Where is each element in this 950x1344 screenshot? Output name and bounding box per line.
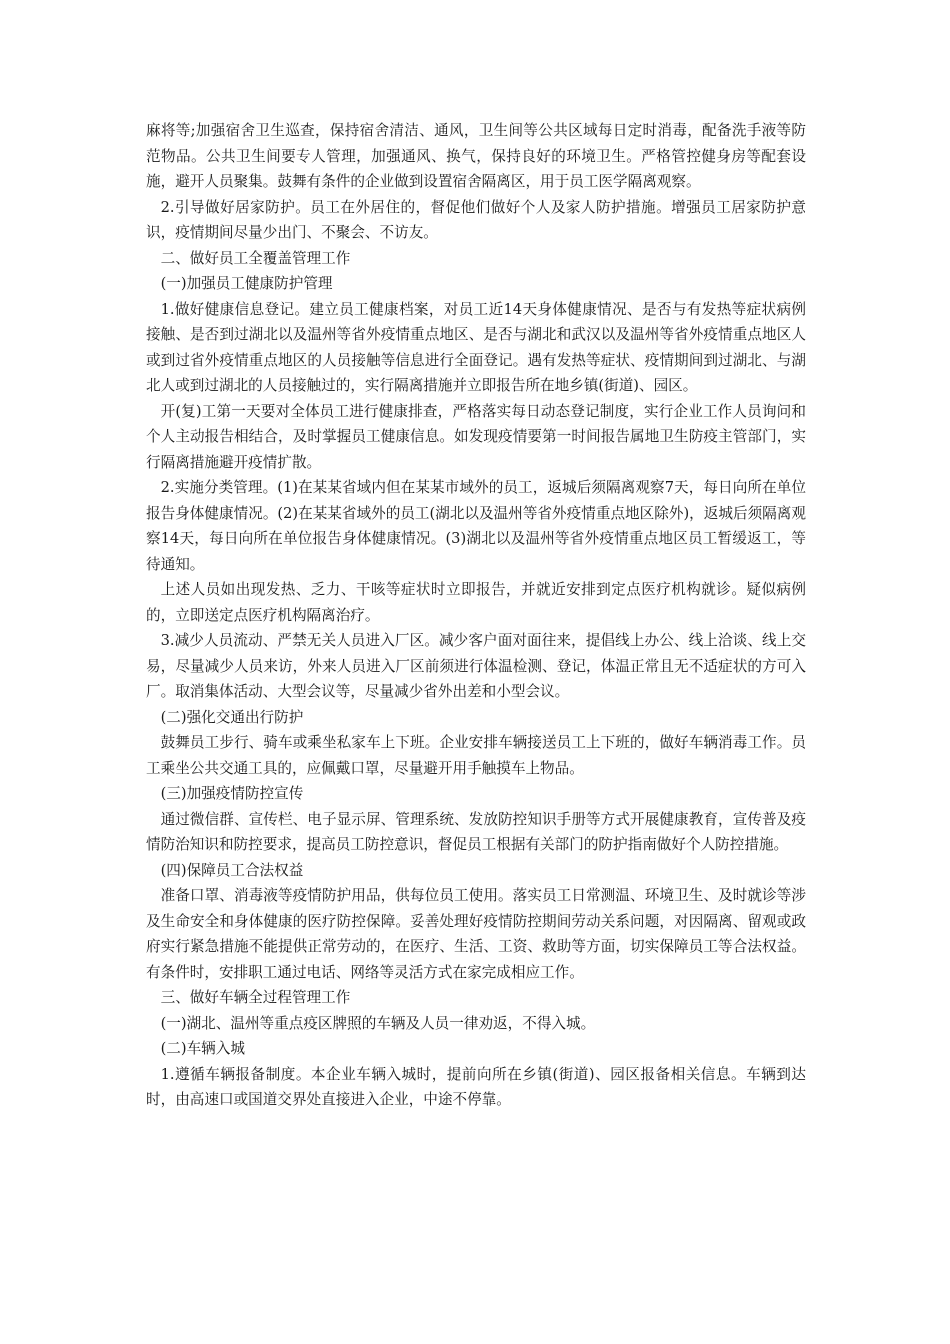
subsection-heading-vehicle-entry: (二)车辆入城 [160,1040,245,1057]
document-body [146,118,806,1113]
paragraph-dorm-hygiene: 麻将等;加强宿舍卫生巡查，保持宿舍清洁、通风，卫生间等公共区域每日定时消毒，配备洗手液等防范物品。公共卫生间要专人管理，加强通风、换气，保持良好的环境卫生。严格管控健身房等配套设施，避开人员聚集。鼓舞有条件的企业做到设置宿舍隔离区，用于员工医学隔离观察。 [146,122,806,190]
paragraph-reduce-mobility: 3.减少人员流动、严禁无关人员进入厂区。减少客户面对面往来，提倡线上办公、线上洽谈、线上交易，尽量减少人员来访，外来人员进入厂区前须进行体温检测、登记，体温正常且无不适症状的方可入厂。取消集体活动、大型会议等，尽量减少省外出差和小型会议。 [146,632,806,700]
subsection-heading-epidemic-area-vehicles: (一)湖北、温州等重点疫区牌照的车辆及人员一律劝返，不得入城。 [160,1014,596,1032]
subsection-heading-transport: (二)强化交通出行防护 [160,708,304,726]
paragraph-protective-supplies: 准备口罩、消毒液等疫情防护用品，供每位员工使用。落实员工日常测温、环境卫生、及时就诊等涉及生命安全和身体健康的医疗防控保障。妥善处理好疫情防控期间劳动关系问题，对因隔离、留观或政府实行紧急措施不能提供正常劳动的，在医疗、生活、工资、救助等方面，切实保障员工等合法权益。有条件时，安排职工通过电话、网络等灵活方式在家完成相应工作。 [146,887,806,981]
paragraph-symptom-reporting: 上述人员如出现发热、乏力、干咳等症状时立即报告，并就近安排到定点医疗机构就诊。疑似病例的，立即送定点医疗机构隔离治疗。 [146,581,806,624]
subsection-heading-health-protection: (一)加强员工健康防护管理 [160,275,333,292]
paragraph-vehicle-registration: 1.遵循车辆报备制度。本企业车辆入城时，提前向所在乡镇(街道)、园区报备相关信息。车辆到达时，由高速口或国道交界处直接进入企业，中途不停靠。 [146,1065,806,1108]
section-heading-employee-management: 二、做好员工全覆盖管理工作 [160,249,351,267]
paragraph-health-education: 通过微信群、宣传栏、电子显示屏、管理系统、发放防控知识手册等方式开展健康教育，宣传普及疫情防治知识和防控要求，提高员工防控意识，督促员工根据有关部门的防护指南做好个人防控措施。 [146,810,806,853]
paragraph-health-registration: 1.做好健康信息登记。建立员工健康档案，对员工近14天身体健康情况、是否与有发热等症状病例接触、是否到过湖北以及温州等省外疫情重点地区、是否与湖北和武汉以及温州等省外疫情重点地区人或到过省外疫情重点地区的人员接触等信息进行全面登记。遇有发热等症状、疫情期间到过湖北、与湖北人或到过湖北的人员接触过的，实行隔离措施并立即报告所在地乡镇(街道)、园区。 [146,300,806,394]
section-heading-vehicle-management: 三、做好车辆全过程管理工作 [160,989,351,1006]
paragraph-home-protection: 2.引导做好居家防护。员工在外居住的，督促他们做好个人及家人防护措施。增强员工居家防护意识，疫情期间尽量少出门、不聚会、不访友。 [146,198,806,241]
paragraph-first-day-screening: 开(复)工第一天要对全体员工进行健康排查，严格落实每日动态登记制度，实行企业工作人员询问和个人主动报告相结合，及时掌握员工健康信息。如发现疫情要第一时间报告属地卫生防疫主管部门，实行隔离措施避开疫情扩散。 [146,402,806,471]
paragraph-commute: 鼓舞员工步行、骑车或乘坐私家车上下班。企业安排车辆接送员工上下班的，做好车辆消毒工作。员工乘坐公共交通工具的，应佩戴口罩，尽量避开用手触摸车上物品。 [146,734,806,777]
paragraph-classified-management: 2.实施分类管理。(1)在某某省域内但在某某市域外的员工，返城后须隔离观察7天，每日向所在单位报告身体健康情况。(2)在某某省域外的员工(湖北以及温州等省外疫情重点地区除外)，返城后须隔离观察14天，每日向所在单位报告身体健康情况。(3)湖北以及温州等省外疫情重点地区员工暂缓返工，等待通知。 [146,479,806,573]
subsection-heading-publicity: (三)加强疫情防控宣传 [160,785,304,802]
subsection-heading-rights: (四)保障员工合法权益 [160,861,304,879]
